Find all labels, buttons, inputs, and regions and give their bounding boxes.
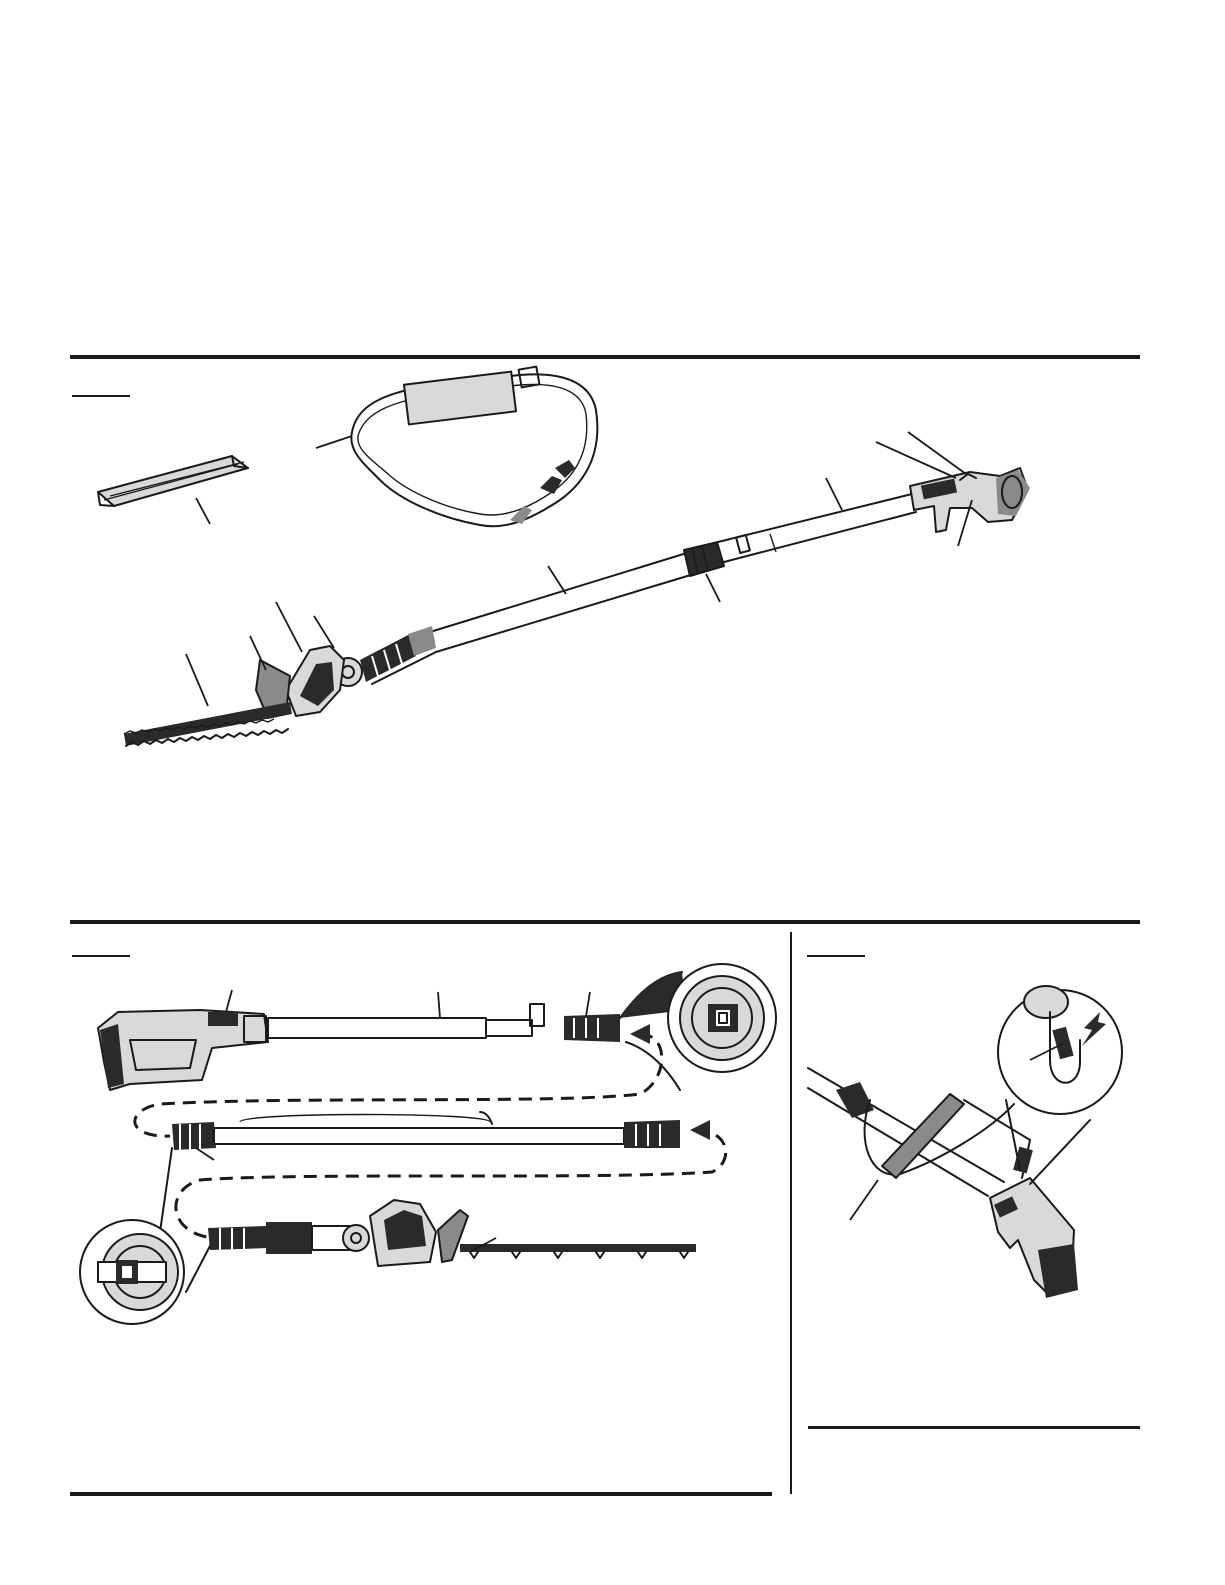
hook-closeup-icon (998, 986, 1122, 1184)
connector-closeup-icon (620, 964, 776, 1090)
figure-1 (98, 367, 1030, 746)
power-head-icon (98, 1010, 268, 1090)
leader-housing (276, 602, 302, 652)
extension-pole-icon (430, 494, 916, 652)
leader-fig2-coupler (586, 992, 590, 1016)
leader-upper-pole (826, 478, 842, 510)
leader-shoulder-strap (316, 436, 352, 448)
leader-blade (186, 654, 208, 706)
leader-lock-button (876, 442, 956, 478)
shoulder-strap-icon (351, 367, 597, 527)
leader-pole (548, 566, 566, 594)
leader-fig3-strap (850, 1180, 878, 1220)
hedge-trimmer-icon (208, 1200, 696, 1266)
figure-2 (80, 964, 776, 1324)
leader-guard (250, 636, 266, 670)
leader-fig2-pole (438, 992, 440, 1018)
leader-switch (908, 432, 966, 474)
blade-cover-icon (98, 456, 248, 506)
leader-coupler (706, 574, 720, 602)
power-head-icon (910, 468, 1030, 532)
connector-closeup-icon (80, 1148, 210, 1324)
leader-blade-cover (196, 498, 210, 524)
figure-3 (808, 986, 1122, 1298)
leader-pivot (314, 616, 334, 648)
leader-fig2-ext-end (196, 1148, 214, 1160)
leader-fig2-switch (226, 990, 232, 1012)
extension-pole-icon (172, 1112, 680, 1150)
power-head-icon (990, 1178, 1078, 1298)
blade-teeth (470, 1252, 688, 1258)
hedge-trimmer-icon (124, 626, 436, 746)
